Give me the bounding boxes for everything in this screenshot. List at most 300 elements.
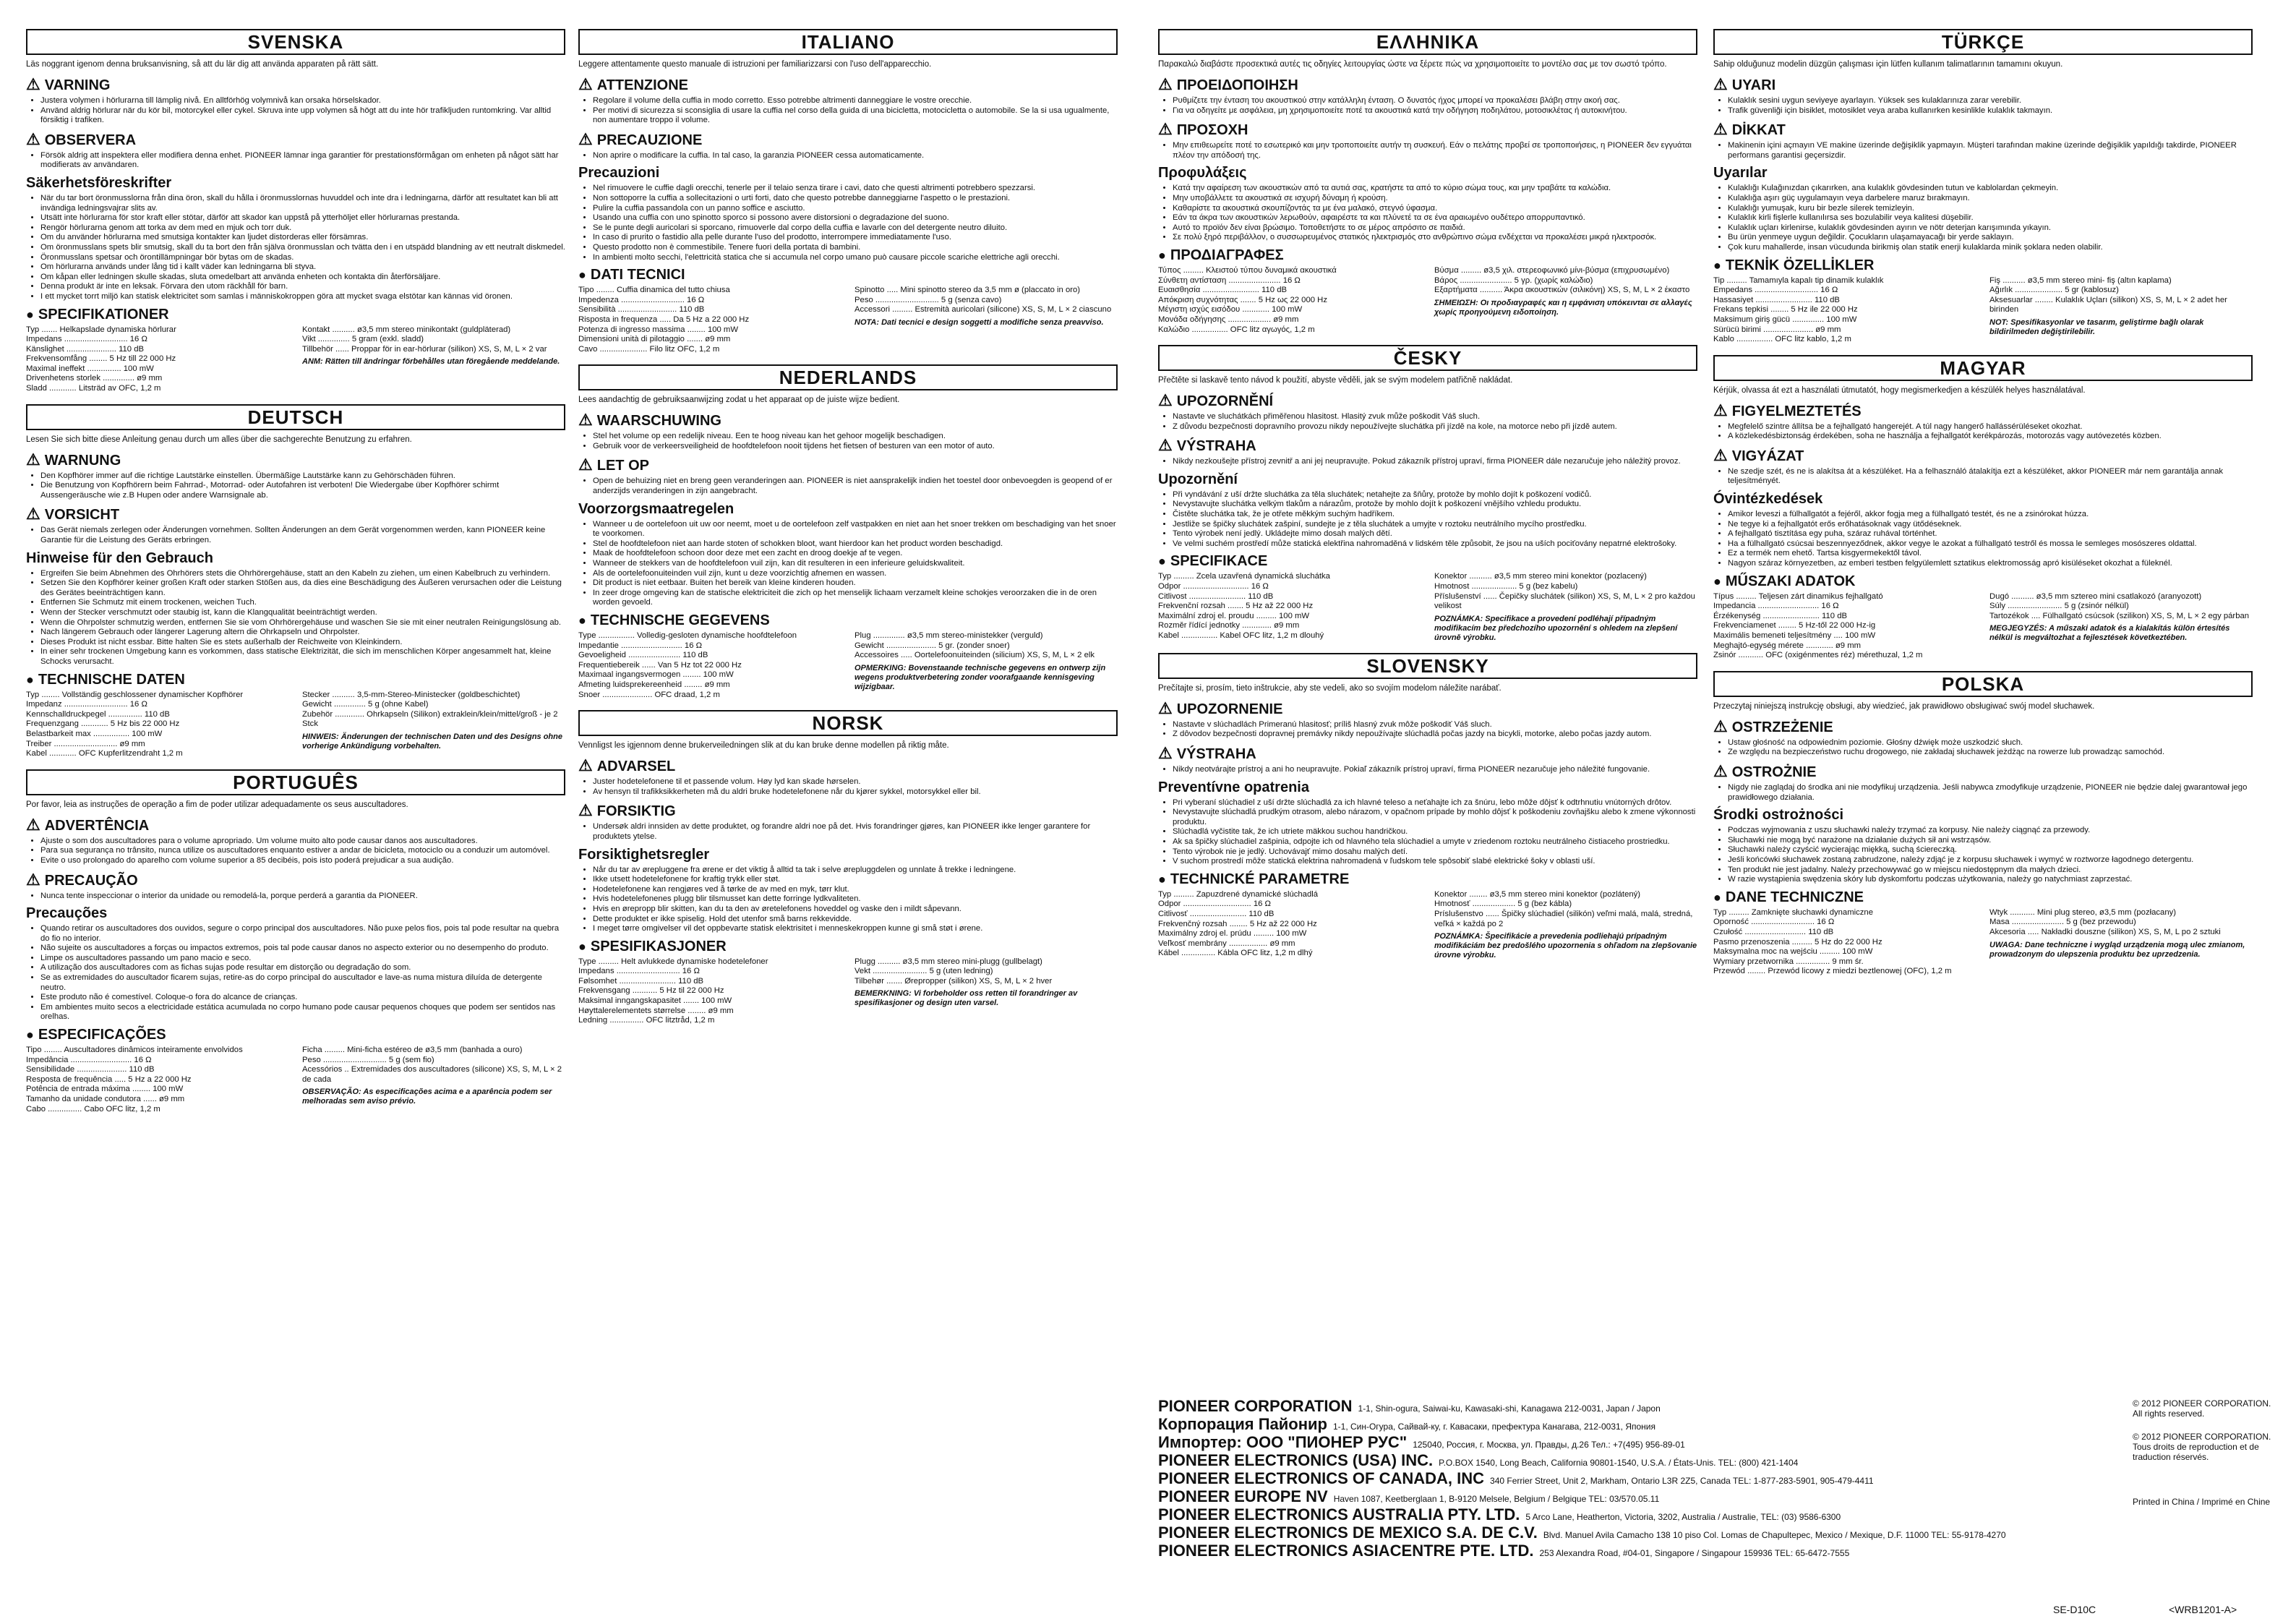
spec-row: Μέγιστη ισχύς εισόδου ............ 100 mW: [1158, 305, 1303, 315]
list-item: • Kulaklık kirli fişlerle kullanılırsa ses bozulabilir veya kalitesi düşebilir.: [1728, 213, 2253, 223]
warning-triangle-icon: ⚠: [578, 75, 593, 93]
spec-row: Resposta de frequência ..... 5 Hz a 22 000 Hz: [26, 1074, 192, 1084]
company-address: 1-1, Син-Огура, Сайвай-ку, г. Кавасаки, префектура Канагава, 212-0031, Япония: [1332, 1422, 1655, 1432]
warning-heading-text: VARNING: [44, 77, 111, 93]
list-item: • Εάν τα άκρα των ακουστικών λερωθούν, αφαιρέστε τα και πλύνετέ τα σε ένα αραιωμένο ουδέτερο απορρυπαντικό.: [1173, 213, 1697, 223]
specifications-table: [1158, 572, 1697, 642]
warning-heading-text: ADVARSEL: [596, 758, 676, 775]
spec-row: Dugó .......... ø3,5 mm sztereo mini csatlakozó (aranyozott): [1989, 591, 2202, 601]
warning-triangle-icon: ⚠: [1158, 120, 1173, 139]
spec-row: Frequentiebereik ...... Van 5 Hz tot 22 000 Hz: [578, 660, 742, 670]
list-item: • Undersøk aldri innsiden av dette produktet, og forandre aldri noe på det. Hvis forandringer gjøres, kan PIONEER ikke lenger garantere for produktets ytelse.: [593, 822, 1118, 842]
caution-list: [26, 526, 565, 545]
spec-row: Ficha ......... Mini-ficha estéreo de ø3,5 mm (banhada a ouro): [302, 1046, 523, 1055]
company-name: Корпорация Пайонир: [1158, 1415, 1327, 1433]
company-name: PIONEER ELECTRONICS DE MEXICO S.A. DE C.V.: [1158, 1523, 1538, 1542]
column-2: [578, 29, 1118, 1036]
caution-list: [1158, 141, 1697, 161]
spec-row: Zsinór ........... OFC (oxigénmentes réz) mérethuzal, 1,2 m: [1713, 651, 1923, 660]
warning-triangle-icon: ⚠: [578, 756, 593, 775]
caution-heading: [578, 456, 1118, 474]
specifications-right: [302, 325, 565, 394]
spec-row: Zubehör ............. Ohrkapseln (Silikon) extraklein/klein/mittel/groß - je 2 Stck: [302, 709, 558, 729]
precautions-heading: Säkerhetsföreskrifter: [26, 174, 172, 191]
spec-row: Tillbehör ...... Proppar för in ear-hörlurar (silikon) XS, S, M, L × 2 var: [302, 344, 547, 354]
spec-row: Εξαρτήματα .......... Άκρα ακουστικών (σιλικόνη) XS, S, M, L × 2 έκαστο: [1434, 286, 1690, 295]
precautions-heading: Voorzorgsmaatregelen: [578, 500, 734, 517]
list-item: • Om öronmusslans spets blir smutsig, skall du ta bort den från själva öronmusslan och tvätta den i en utspädd blandning av ett neutralt diskmedel.: [40, 243, 565, 253]
list-item: • Hodetelefonene kan rengjøres ved å tørke de av med en myk, tørr klut.: [593, 885, 1118, 895]
caution-list: [1158, 457, 1697, 467]
list-item: • Kulaklığı Kulağınızdan çıkarırken, ana kulaklık gövdesinden tutun ve kablolardan çekmeyin.: [1728, 184, 2253, 194]
spec-row: Stecker .......... 3,5-mm-Stereo-Ministecker (goldbeschichtet): [302, 690, 521, 699]
spec-row: Følsomhet ......................... 110 dB: [578, 976, 704, 986]
specifications-heading-text: SPECIFIKACE: [1170, 553, 1268, 570]
spec-row: Απόκριση συχνότητας ....... 5 Hz ως 22 000 Hz: [1158, 295, 1327, 304]
spec-row: Τύπος ......... Κλειστού τύπου δυναμικά ακουστικά: [1158, 265, 1337, 275]
bullet-dot-icon: ●: [578, 268, 586, 283]
caution-heading-text: VÝSTRAHA: [1176, 438, 1256, 455]
list-item: • In ambienti molto secchi, l'elettricità statica che si accumula nel corpo umano può causare piccole scariche elettriche agli orecchi.: [593, 253, 1118, 263]
caution-heading: [1713, 120, 2253, 139]
specifications-left: [1158, 890, 1421, 960]
corporate-address-row: [1158, 1416, 2105, 1435]
specifications-left: [1713, 592, 1976, 661]
list-item: • Försök aldrig att inspektera eller modifiera denna enhet. PIONEER lämnar inga garantier för prestationsförmågan om enheten på något sätt har modifierats av användaren.: [40, 151, 565, 171]
warning-heading-text: OSTRZEŻENIE: [1731, 719, 1833, 735]
bullet-dot-icon: ●: [1158, 871, 1166, 886]
warning-heading-text: UPOZORNĚNÍ: [1176, 393, 1274, 410]
list-item: • Jestliže se špičky sluchátek zašpiní, sundejte je z těla sluchátek a umyjte v roztoku neutrálního mycího prostředku.: [1173, 520, 1697, 530]
caution-heading-text: OSTROŻNIE: [1731, 764, 1817, 780]
list-item: • Nach längerem Gebrauch oder längerer Lagerung altern die Ohrkapseln und Ohrpolster.: [40, 628, 565, 638]
warning-triangle-icon: ⚠: [26, 870, 40, 889]
list-item: • Nikdy nezkoušejte přístroj zevnitř a ani jej neupravujte. Pokud zákazník přístroj upraví, firma PIONEER dále nezaručuje jeho náležitý provoz.: [1173, 457, 1697, 467]
corporate-address-row: [1158, 1453, 2105, 1471]
list-item: • Para sua segurança no trânsito, nunca utilize os auscultadores enquanto estiver a andar de bicicleta, motociclo ou a conduzir um automóvel.: [40, 846, 565, 856]
company-address: 253 Alexandra Road, #04-01, Singapore / Singapour 159936 TEL: 65-6472-7555: [1539, 1548, 1850, 1558]
spec-row: Masa ....................... 5 g (bez przewodu): [1989, 918, 2136, 927]
spec-row: Tipo ........ Cuffia dinamica del tutto chiusa: [578, 286, 730, 295]
spec-row: Καλώδιο ................ OFC litz αγωγός, 1,2 m: [1158, 325, 1315, 334]
warning-triangle-icon: ⚠: [26, 815, 40, 834]
list-item: • Die Benutzung von Kopfhörern beim Fahrrad-, Motorrad- oder Autofahren ist verboten! Die Wiedergabe über Kopfhörer schirmt Aussengeräusche wie z.B Hupen oder andere Warnsignale ab.: [40, 481, 565, 500]
list-item: • Nastavte ve sluchátkách přiměřenou hlasitost. Hlasitý zvuk může poškodit Váš sluch.: [1173, 412, 1697, 422]
model-code: SE-D10C: [2053, 1604, 2096, 1615]
list-item: • Quando retirar os auscultadores dos ouvidos, segure o corpo principal dos auscultadores. Não puxe pelos fios, pois tal pode resultar na quebra do fio no interior.: [40, 924, 565, 944]
precautions-list: [1713, 510, 2253, 569]
list-item: • Bu ürün yenmeye uygun değildir. Çocukların ulaşamayacağı bir yerde saklayın.: [1728, 233, 2253, 243]
specifications-heading: [26, 307, 565, 323]
precautions-heading: Hinweise für den Gebrauch: [26, 550, 213, 566]
spec-row: Maximální zdroj el. proudu ......... 100 mW: [1158, 611, 1310, 620]
caution-list: [578, 476, 1118, 496]
warning-triangle-icon: ⚠: [1158, 744, 1173, 762]
specifications-left: [1158, 266, 1421, 335]
spec-row: Frekans tepkisi ........ 5 Hz ile 22 000 Hz: [1713, 305, 1858, 315]
spec-row: Kennschalldruckpegel ............... 110 dB: [26, 709, 170, 719]
warning-triangle-icon: ⚠: [1713, 445, 1728, 464]
specifications-heading: [1713, 573, 2253, 590]
spec-row: Typ ........ Vollständig geschlossener dynamischer Kopfhörer: [26, 690, 244, 699]
warning-triangle-icon: ⚠: [26, 450, 40, 469]
list-item: • När du tar bort öronmusslorna från dina öron, skall du hålla i öronmusslornas huvuddel och inte dra i ledningarna, därför att resultatet kan bli att invändiga ledningsvajrar slits av.: [40, 194, 565, 213]
precautions-heading: Preventívne opatrenia: [1158, 779, 1309, 795]
list-item: • Stel de hoofdtelefoon niet aan harde stoten of schokken bloot, want hierdoor kan het product worden beschadigd.: [593, 539, 1118, 550]
spec-row: Gewicht ...................... 5 gr. (zonder snoer): [854, 641, 1010, 650]
bullet-dot-icon: ●: [1713, 889, 1721, 905]
spec-row: Potenza di ingresso massima ........ 100 mW: [578, 325, 739, 334]
list-item: • Nastavte v slúchadlách Primeranú hlasitosť; príliš hlasný zvuk môže poškodiť Váš sluch.: [1173, 720, 1697, 730]
specifications-table: [578, 631, 1118, 700]
specifications-right: [1989, 592, 2253, 661]
specifications-table: [578, 957, 1118, 1026]
list-item: • Nagyon száraz környezetben, az emberi testben felgyülemlett sztatikus elektromosság apró kisüléseket okozhat a füleknél.: [1728, 559, 2253, 569]
spec-row: Typ ......... Zapuzdrené dynamické slúchadlá: [1158, 889, 1319, 899]
section-magyar: [1713, 355, 2253, 661]
copyright-en: © 2012 PIONEER CORPORATION. All rights reserved.: [2133, 1398, 2271, 1419]
warning-list: [578, 777, 1118, 797]
warning-triangle-icon: ⚠: [26, 505, 40, 523]
list-item: • Ne szedje szét, és ne is alakítsa át a készüléket. Ha a felhasználó átalakítja ezt a készüléket, akkor PIONEER már nem garantálja annak teljesítményét.: [1728, 467, 2253, 487]
warning-list: [26, 471, 565, 501]
specifications-heading-text: TECHNICKÉ PARAMETRE: [1170, 871, 1350, 887]
list-item: • Słuchawki nie mogą być narażone na działanie dużych sił ani wstrząsów.: [1728, 836, 2253, 846]
warning-heading-text: WARNUNG: [44, 452, 121, 469]
list-item: • Gebruik voor de verkeersveiligheid de hoofdtelefoon nooit tijdens het fietsen of besturen van een motor of auto.: [593, 442, 1118, 452]
list-item: • Μην υποβάλλετε τα ακουστικά σε ισχυρή δύναμη ή κρούση.: [1173, 194, 1697, 204]
precautions-list: [1158, 798, 1697, 867]
bullet-dot-icon: ●: [1158, 247, 1166, 262]
spec-row: Tip ......... Tamamıyla kapalı tip dinamik kulaklık: [1713, 275, 1884, 285]
section-cesky: [1158, 345, 1697, 643]
list-item: • Om hörlurarna används under lång tid i kallt väder kan ledningarna bli styva.: [40, 262, 565, 273]
company-address: 125040, Россия, г. Москва, ул. Правды, д.26 Тел.: +7(495) 956-89-01: [1413, 1440, 1685, 1450]
precautions-heading: Precauções: [26, 905, 108, 922]
caution-heading-text: PRECAUZIONE: [596, 132, 703, 148]
spec-row: Ledning ............... OFC litztråd, 1,2 m: [578, 1016, 715, 1025]
specifications-right: [854, 286, 1118, 354]
section-norsk: [578, 710, 1118, 1026]
spec-row: Citlivosť ......................... 110 dB: [1158, 909, 1275, 918]
spec-row: Meghajtó-egység mérete ............ ø9 mm: [1713, 641, 1862, 650]
warning-heading-text: UYARI: [1731, 77, 1776, 93]
column-1: [26, 29, 565, 1124]
spec-row: Konektor ........ ø3,5 mm stereo mini konektor (pozlátený): [1434, 889, 1641, 899]
spec-row: Hassasiyet ......................... 110 dB: [1713, 295, 1840, 304]
section-intro: Läs noggrant igenom denna bruksanvisning, så att du lär dig att använda apparaten på rätt sätt.: [26, 60, 379, 69]
corporate-address-list: [1158, 1398, 2105, 1561]
company-name: PIONEER ELECTRONICS (USA) INC.: [1158, 1451, 1434, 1469]
warning-list: [1713, 96, 2253, 116]
spec-row: Tartozékok .... Fülhallgató csúcsok (szilikon) XS, S, M, L × 2 egy párban: [1989, 611, 2250, 620]
list-item: • Justera volymen i hörlurarna till lämplig nivå. En alltförhög volymnivå kan orsaka hörselskador.: [40, 96, 565, 106]
specifications-table: [1713, 276, 2253, 345]
list-item: • Regolare il volume della cuffia in modo corretto. Esso potrebbe altrimenti danneggiare le vostre orecchie.: [593, 96, 1118, 106]
warning-heading: [26, 75, 565, 94]
warning-triangle-icon: ⚠: [1158, 391, 1173, 410]
list-item: • Den Kopfhörer immer auf die richtige Lautstärke einstellen. Übermäßige Lautstärke kann zu Gehörschäden führen.: [40, 471, 565, 482]
spec-row: Høyttalerelementets størrelse ........ ø9 mm: [578, 1006, 734, 1015]
spec-row: Βύσμα ......... ø3,5 χιλ. στερεοφωνικό μίνι-βύσμα (επιχρυσωμένο): [1434, 265, 1670, 275]
spec-row: Príslušenstvo ...... Špičky slúchadiel (silikón) veľmi malá, malá, stredná, veľká × každá po 2: [1434, 909, 1693, 928]
spec-row: Ευαισθησία ......................... 110 dB: [1158, 286, 1288, 295]
list-item: • Καθαρίστε τα ακουστικά σκουπίζοντάς τα με ένα μαλακό, στεγνό ύφασμα.: [1173, 204, 1697, 214]
list-item: • W razie wystąpienia swędzenia skóry lub dyskomfortu podczas użytkowania, należy go natychmiast zaprzestać.: [1728, 875, 2253, 885]
list-item: • Wanneer de stekkers van de hoofdtelefoon vuil zijn, kan dit resulteren in een inferieure geluidskwaliteit.: [593, 559, 1118, 569]
spec-row: Sladd ............ Litsträd av OFC, 1,2 m: [26, 384, 161, 393]
spec-row: Příslušenství ...... Čepičky sluchátek (silikon) XS, S, M, L × 2 pro každou velikost: [1434, 591, 1695, 611]
spec-row: Cabo ............... Cabo OFC litz, 1,2 m: [26, 1104, 160, 1114]
list-item: • Open de behuizing niet en breng geen veranderingen aan. PIONEER is niet aansprakelijk indien het toestel door onbevoegden is geopend of er anderzijds veranderingen in zijn aangebracht.: [593, 476, 1118, 496]
list-item: • Utsätt inte hörlurarna för stor kraft eller stötar, därför att skador kan uppstå på ytterhöljet eller hörlurarnas prestanda.: [40, 213, 565, 223]
warning-heading: [1158, 699, 1697, 718]
specifications-note: OBSERVAÇÃO: As especificações acima e a aparência podem ser melhoradas sem aviso prévio.: [302, 1087, 552, 1106]
spec-row: Akcesoria ..... Nakładki douszne (silikon) XS, S, M, L po 2 sztuki: [1989, 927, 2221, 936]
specifications-heading-text: SPESIFIKASJONER: [590, 938, 727, 954]
list-item: • Ez a termék nem ehető. Tartsa kisgyermekektől távol.: [1728, 549, 2253, 559]
list-item: • Megfelelő szintre állítsa be a fejhallgató hangerejét. A túl nagy hangerő hallássérüléseket okozhat.: [1728, 422, 2253, 432]
corporate-addresses: [1158, 1398, 2105, 1561]
specifications-note: OPMERKING: Bovenstaande technische gegevens en ontwerp zijn wegens produktverbetering zonder voorafgaande kennisgeving wijzigbaar.: [854, 663, 1106, 691]
section-title: SVENSKA: [26, 29, 565, 55]
warning-heading: [1158, 75, 1697, 94]
spec-row: Potência de entrada máxima ........ 100 mW: [26, 1085, 184, 1094]
section-portugues: [26, 769, 565, 1114]
spec-row: Belastbarkeit max ................ 100 mW: [26, 729, 163, 738]
warning-heading-text: ADVERTÊNCIA: [44, 817, 150, 834]
spec-row: Citlivost ......................... 110 dB: [1158, 591, 1274, 601]
warning-triangle-icon: ⚠: [1713, 717, 1728, 735]
spec-row: Frekvensomfång ........ 5 Hz till 22 000 Hz: [26, 354, 176, 364]
spec-row: Aksesuarlar ........ Kulaklık Uçları (silikon) XS, S, M, L × 2 adet her birinden: [1989, 295, 2227, 315]
list-item: • Κατά την αφαίρεση των ακουστικών από τα αυτιά σας, κρατήστε τα από το κύριο σώμα τους, και μην τραβάτε τα καλώδια.: [1173, 184, 1697, 194]
spec-row: Frekvenčný rozsah ........ 5 Hz až 22 000 Hz: [1158, 919, 1317, 928]
specifications-right: [854, 631, 1118, 700]
list-item: • Entfernen Sie Schmutz mit einem trockenen, weichen Tuch.: [40, 598, 565, 608]
spec-row: Afmeting luidsprekereenheid ........ ø9 mm: [578, 680, 730, 689]
spec-row: Vikt .............. 5 gram (exkl. sladd): [302, 335, 424, 344]
specifications-heading: [26, 1027, 565, 1043]
list-item: • In einer sehr trockenen Umgebung kann es vorkommen, dass statische Elektrizität, die sich im menschlichen Körper angesammelt hat, kleine Schocks verursacht.: [40, 647, 565, 667]
caution-heading: [1713, 762, 2253, 781]
caution-list: [26, 892, 565, 902]
caution-heading-text: DİKKAT: [1731, 122, 1786, 139]
list-item: • Hvis en ørepropp blir skitten, kan du ta den av øretelefonens hoveddel og vaske den i mildt såpevann.: [593, 905, 1118, 915]
specifications-note: ANM: Rätten till ändringar förbehålles utan föregående meddelande.: [302, 357, 560, 367]
specifications-table: [1158, 266, 1697, 335]
spec-row: Plugg .......... ø3,5 mm stereo mini-plugg (gullbelagt): [854, 957, 1042, 966]
spec-row: Peso ............................ 5 g (senza cavo): [854, 295, 1002, 304]
list-item: • Em ambientes muito secos a electricidade estática acumulada no corpo humano pode causar pequenos choques que podem ser sentidos nas orelhas.: [40, 1003, 565, 1022]
caution-heading-text: VIGYÁZAT: [1731, 448, 1804, 464]
specifications-heading: [1158, 247, 1697, 264]
specifications-heading-text: MŰSZAKI ADATOK: [1725, 573, 1856, 589]
section-slovensky: [1158, 653, 1697, 960]
company-address: 340 Ferrier Street, Unit 2, Markham, Ontario L3R 2Z5, Canada TEL: 1-877-283-5901, 905-479-4411: [1490, 1476, 1874, 1486]
bullet-dot-icon: ●: [578, 939, 586, 954]
spec-row: Dimensioni unità di pilotaggio ....... ø9 mm: [578, 335, 731, 344]
specifications-right: [302, 691, 565, 759]
corporate-address-row: [1158, 1543, 2105, 1561]
company-address: Haven 1087, Keetberglaan 1, B-9120 Melsele, Belgium / Belgique TEL: 03/570.05.11: [1333, 1494, 1660, 1504]
warning-list: [26, 96, 565, 126]
spec-row: Súly ........................ 5 g (zsinór nélkül): [1989, 602, 2129, 611]
spec-row: Tamanho da unidade condutora ...... ø9 mm: [26, 1095, 185, 1103]
caution-list: [26, 151, 565, 171]
specifications-table: [578, 286, 1118, 354]
list-item: • Non sottoporre la cuffia a sollecitazioni o urti forti, dato che questo potrebbe danneggiarne l'aspetto o le prestazioni.: [593, 194, 1118, 204]
spec-row: Frequenzgang ............ 5 Hz bis 22 000 Hz: [26, 719, 180, 729]
bullet-dot-icon: ●: [578, 613, 586, 628]
spec-row: Kabel ............ OFC Kupferlitzendraht 1,2 m: [26, 749, 183, 758]
specifications-heading: [578, 612, 1118, 629]
spec-row: Impedanz ............................ 16 Ω: [26, 700, 147, 709]
specifications-right: [1434, 572, 1697, 642]
caution-heading-text: VÝSTRAHA: [1176, 746, 1256, 762]
warning-heading: [26, 816, 565, 834]
precautions-list: [578, 520, 1118, 608]
spec-row: Maksimum giriş gücü .............. 100 mW: [1713, 315, 1857, 324]
warning-heading: [578, 411, 1118, 429]
list-item: • I meget tørre omgivelser vil det oppbevarte statisk elektrisitet i menneskekroppen kunne gi små støt i ørene.: [593, 924, 1118, 934]
spec-row: Maximal ineffekt ............... 100 mW: [26, 364, 154, 373]
caution-heading: [1713, 446, 2253, 465]
warning-heading-text: FIGYELMEZTETÉS: [1731, 403, 1862, 419]
list-item: • Öronmusslans spetsar och örontillämpningar bör bytas om de skadas.: [40, 253, 565, 263]
precautions-list: [578, 184, 1118, 262]
warning-triangle-icon: ⚠: [1158, 75, 1173, 93]
specifications-table: [26, 325, 565, 394]
list-item: • Este produto não é comestível. Coloque-o fora do alcance de crianças.: [40, 993, 565, 1003]
spec-row: Sensibilità .......................... 110 dB: [578, 305, 705, 315]
list-item: • Σε πολύ ξηρό περιβάλλον, ο συσσωρευμένος στατικός ηλεκτρισμός στο ανθρώπινο σώμα ενδέχεται να προκαλέσει μικρά ηλεκτροσόκ.: [1173, 233, 1697, 243]
list-item: • Se as extremidades do auscultador ficarem sujas, retire-as do corpo principal do auscultador e lave-as numa mistura diluída de detergente neutro.: [40, 973, 565, 993]
specifications-right: [1989, 908, 2253, 977]
company-address: P.O.BOX 1540, Long Beach, California 90801-1540, U.S.A. / États-Unis. TEL: (800) 421-1404: [1439, 1458, 1799, 1468]
spec-row: Frekvenční rozsah ....... 5 Hz až 22 000 Hz: [1158, 602, 1314, 611]
company-name: Импортер: ООО "ПИОНЕР РУС": [1158, 1433, 1408, 1451]
list-item: • Ikke utsett hodetelefonene for kraftig trykk eller støt.: [593, 875, 1118, 885]
warning-triangle-icon: ⚠: [1158, 698, 1173, 717]
section-polska: [1713, 671, 2253, 977]
list-item: • Maak de hoofdtelefoon schoon door deze met een zacht en droog doekje af te vegen.: [593, 549, 1118, 559]
caution-heading-text: ΠΡΟΣΟΧΗ: [1176, 122, 1248, 139]
list-item: • Se le punte degli auricolari si sporcano, rimuoverle dal corpo della cuffia e lavarle con del detergente neutro diluito.: [593, 223, 1118, 234]
warning-heading-text: ΠΡΟΕΙΔΟΠΟΙΗΣΗ: [1176, 77, 1298, 93]
spec-row: Rozměr řídící jednotky ............. ø9 mm: [1158, 621, 1300, 631]
specifications-left: [578, 286, 841, 354]
list-item: • A közlekedésbiztonság érdekében, soha ne használja a fejhallgatót kerékpározás, motorozás vagy autóvezetés közben.: [1728, 432, 2253, 442]
specifications-heading: [1713, 889, 2253, 906]
specifications-heading-text: TECHNISCHE GEGEVENS: [590, 612, 770, 628]
caution-heading-text: VORSICHT: [44, 507, 120, 523]
list-item: • Podczas wyjmowania z uszu słuchawki należy trzymać za korpusy. Nie należy ciągnąć za przewody.: [1728, 826, 2253, 836]
spec-row: Hmotnosť ................... 5 g (bez kábla): [1434, 899, 1572, 909]
specifications-heading: [26, 672, 565, 688]
warning-heading: [1713, 75, 2253, 94]
warning-list: [578, 96, 1118, 126]
section-intro: Lees aandachtig de gebruiksaanwijzing zodat u het apparaat op de juiste wijze bedient.: [578, 396, 900, 405]
caution-list: [1158, 765, 1697, 775]
specifications-right: [1989, 276, 2253, 345]
list-item: • Slúchadlá vyčistite tak, že ich utriete mäkkou suchou handričkou.: [1173, 827, 1697, 837]
list-item: • Kulaklığa aşırı güç uygulamayın veya darbelere maruz bırakmayın.: [1728, 194, 2253, 204]
precautions-heading: Προφυλάξεις: [1158, 165, 1247, 181]
spec-row: Plug .............. ø3,5 mm stereo-ministekker (verguld): [854, 631, 1043, 640]
section-intro: Por favor, leia as instruções de operação a fim de poder utilizar adequadamente os seus auscultadores.: [26, 800, 408, 809]
warning-triangle-icon: ⚠: [1713, 401, 1728, 419]
spec-row: Fiş .......... ø3,5 mm stereo mini- fiş (altın kaplama): [1989, 275, 2172, 285]
spec-row: Tilbehør ....... Ørepropper (silikon) XS, S, M, L × 2 hver: [854, 976, 1053, 986]
copyright-fr: © 2012 PIONEER CORPORATION. Tous droits de reproduction et de traduction réservés.: [2133, 1432, 2271, 1462]
list-item: • Rengör hörlurarna genom att torka av dem med en mjuk och torr duk.: [40, 223, 565, 234]
warning-heading: [1713, 401, 2253, 420]
spec-row: Pasmo przenoszenia ......... 5 Hz do 22 000 Hz: [1713, 937, 1882, 946]
list-item: • Não sujeite os auscultadores a forças ou impactos extremos, pois tal pode causar danos no aspecto exterior ou no desempenho do produto.: [40, 944, 565, 954]
spec-row: Frekvensgang ........... 5 Hz til 22 000 Hz: [578, 986, 724, 996]
company-name: PIONEER ELECTRONICS AUSTRALIA PTY. LTD.: [1158, 1505, 1520, 1523]
spec-row: Érzékenység ......................... 110 dB: [1713, 611, 1848, 620]
spec-row: Impedans ............................ 16 Ω: [26, 335, 147, 344]
warning-triangle-icon: ⚠: [26, 75, 40, 93]
section-intro: Prečítajte si, prosím, tieto inštrukcie, aby ste vedeli, ako so svojím modelom náležite narábať.: [1158, 683, 1502, 693]
list-item: • Nikdy neotvárajte prístroj a ani ho neupravujte. Pokiaľ zákazník prístroj upraví, firma PIONEER nezaručuje jeho náležité fungovanie.: [1173, 765, 1697, 775]
spec-row: Empedans ............................ 16 Ω: [1713, 286, 1838, 295]
list-item: • Hvis hodetelefonenes plugg blir tilsmusset kan dette forringe lydkvaliteten.: [593, 894, 1118, 905]
list-item: • Çok kuru mahallerde, insan vücudunda birikmiş olan statik enerji kulaklarda minik şoklara neden olabilir.: [1728, 243, 2253, 253]
section-title: ΕΛΛΗΝΙΚΑ: [1158, 29, 1697, 55]
specifications-left: [26, 325, 289, 394]
list-item: • Använd aldrig hörlurar när du kör bil, motorcykel eller cykel. Skruva inte upp volymen så högt att du inte hör trafikljuden runtomkring. Var alltid försiktig i trafiken.: [40, 106, 565, 126]
warning-triangle-icon: ⚠: [26, 129, 40, 148]
spec-row: Maksimal inngangskapasitet ....... 100 mW: [578, 996, 732, 1006]
specifications-left: [1713, 908, 1976, 977]
specifications-heading-text: TEKNİK ÖZELLİKLER: [1725, 257, 1875, 273]
spec-row: Maximálny zdroj el. prúdu ......... 100 mW: [1158, 929, 1307, 939]
corporate-address-row: [1158, 1471, 2105, 1489]
list-item: • Z dôvodov bezpečnosti dopravnej premávky nikdy nepoužívajte slúchadlá počas jazdy na bicykli, motorke, alebo počas jazdy autom.: [1173, 730, 1697, 740]
precautions-heading: Precauzioni: [578, 165, 660, 181]
spec-row: Typ ....... Helkapslade dynamiska hörlurar: [26, 325, 176, 334]
specifications-right: [854, 957, 1118, 1026]
warning-heading-text: WAARSCHUWING: [596, 413, 721, 429]
list-item: • Om kåpan eller ledningen skulle skadas, sluta omedelbart att använda enheten och kontakta din återförsäljare.: [40, 273, 565, 283]
list-item: • Nigdy nie zaglądaj do środka ani nie modyfikuj urządzenia. Jeśli nabywca zmodyfikuje urządzenie, PIONEER nie będzie dalej gwarantował jego prawidłowego działania.: [1728, 783, 2253, 803]
spec-row: Sürücü birimi ...................... ø9 mm: [1713, 325, 1841, 334]
list-item: • Nel rimuovere le cuffie dagli orecchi, tenerle per il telaio senza tirare i cavi, dato che questi altrimenti potrebbero spezzarsi.: [593, 184, 1118, 194]
spec-row: Type ................ Volledig-gesloten dynamische hoofdtelefoon: [578, 631, 797, 640]
spec-row: Gevoeligheid ....................... 110 dB: [578, 651, 708, 660]
list-item: • Om du använder hörlurarna med smutsiga kontakter kan ljudet distorderas eller försämras.: [40, 233, 565, 243]
caution-list: [578, 822, 1118, 842]
list-item: • Usando una cuffia con uno spinotto sporco si possono avere distorsioni o degradazione del suono.: [593, 213, 1118, 223]
section-intro: Przeczytaj niniejszą instrukcję obsługi, aby wiedzieć, jak prawidłowo obsługiwać swój model słuchawek.: [1713, 701, 2095, 711]
list-item: • Limpe os auscultadores passando um pano macio e seco.: [40, 954, 565, 964]
spec-row: Accessoires ..... Oortelefoonuiteinden (silicium) XS, S, M, L × 2 elk: [854, 651, 1095, 660]
list-item: • Kulaklık uçları kirlenirse, kulaklık gövdesinden ayırın ve nötr deterjan karışımında yıkayın.: [1728, 223, 2253, 234]
specifications-heading: [1158, 553, 1697, 570]
section-title: PORTUGUÊS: [26, 769, 565, 795]
spec-row: Frekvenciamenet ........ 5 Hz-től 22 000 Hz-ig: [1713, 621, 1876, 631]
list-item: • Αυτό το προϊόν δεν είναι βρώσιμο. Τοποθετήστε το σε μέρος απρόσιτο σε παιδιά.: [1173, 223, 1697, 234]
spec-row: Snoer ...................... OFC draad, 1,2 m: [578, 690, 720, 699]
specifications-heading-text: ESPECIFICAÇÕES: [38, 1027, 166, 1043]
warning-heading-text: ATTENZIONE: [596, 77, 689, 93]
precautions-list: [26, 569, 565, 667]
bullet-dot-icon: ●: [1158, 554, 1166, 569]
corporate-address-row: [1158, 1489, 2105, 1507]
